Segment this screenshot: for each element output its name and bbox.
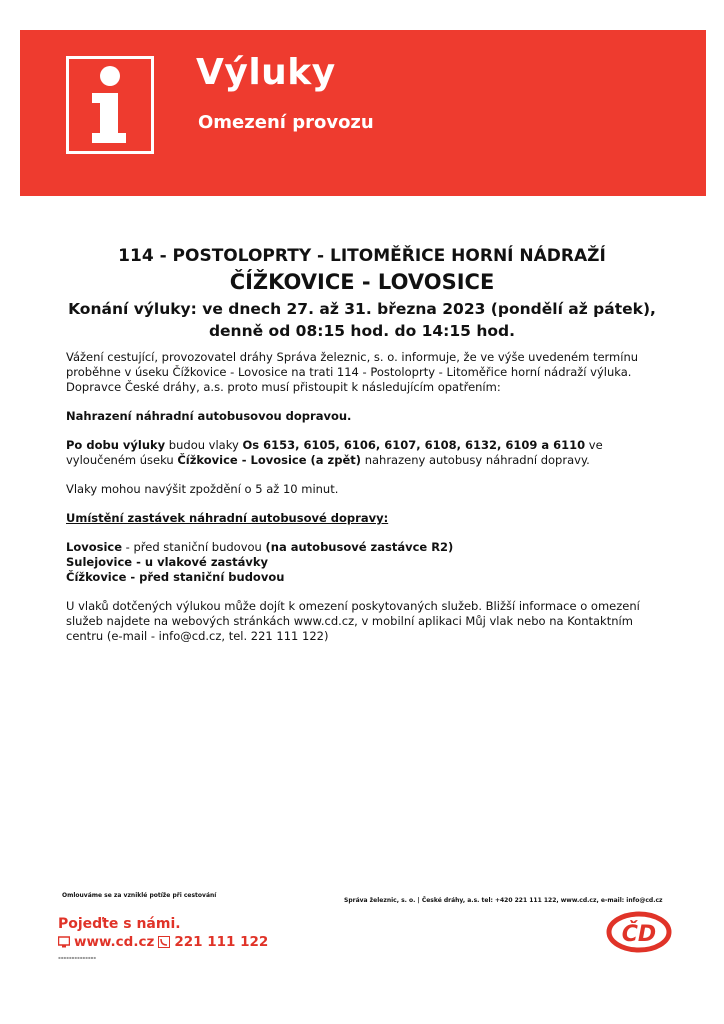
contact-line: [58, 934, 268, 950]
website-link[interactable]: www.cd.cz: [74, 934, 155, 950]
phone-number: 221 111 122: [174, 934, 269, 950]
info-icon: [66, 56, 154, 154]
closure-period: [0, 298, 724, 342]
stop-item: Sulejovice - u vlakové zastávky: [66, 555, 269, 569]
footer-contact: Správa železnic, s. o. | České dráhy, a.s. tel: +420 221 111 122, www.cd.cz, e-mail: info@cd.cz: [344, 897, 663, 904]
trains-paragraph: Po dobu výluky budou vlaky Os 6153, 6105, 6106, 6107, 6108, 6132, 6109 a 6110 ve vyloučeném úseku Čížkovice - Lovosice (a zpět) nahrazeny autobusy náhradní dopravy.: [66, 438, 603, 467]
closing-paragraph: U vlaků dotčených výlukou může dojít k omezení poskytovaných služeb. Bližší informace o omezení služeb najdete na webových stránkách www.cd.cz, v mobilní aplikaci Můj vlak nebo na Kontaktním centru (e-mail - info@cd.cz, tel. 221 111 122): [66, 599, 640, 643]
stops-list: [66, 540, 666, 585]
slogan: Pojeďte s námi.: [58, 916, 181, 932]
stop-item: Lovosice - před staniční budovou (na autobusové zastávce R2): [66, 540, 454, 554]
replacement-heading: Nahrazení náhradní autobusovou dopravou.: [66, 409, 352, 423]
page-title: Výluky: [196, 52, 336, 93]
route-title: 114 - POSTOLOPRTY - LITOMĚŘICE HORNÍ NÁDRAŽÍ: [118, 246, 606, 266]
header-banner: [20, 30, 706, 196]
period-line-2: denně od 08:15 hod. do 14:15 hod.: [208, 322, 516, 340]
notice-body: [66, 350, 666, 658]
intro-paragraph: Vážení cestující, provozovatel dráhy Správa železnic, s. o. informuje, že ve výše uvedeném termínu proběhne v úseku Čížkovice - Lovosice na trati 114 - Postoloprty - Litoměřice horní nádraží výluka. Dopravce České dráhy, a.s. proto musí přistoupit k následujícím opatřením:: [66, 350, 639, 394]
cd-logo: [606, 910, 672, 954]
print-code: ▪▪▪▪▪▪▪▪▪▪▪▪▪▪: [58, 955, 96, 960]
svg-text:ČD: ČD: [621, 922, 657, 947]
delay-paragraph: Vlaky mohou navýšit zpoždění o 5 až 10 minut.: [66, 482, 339, 496]
monitor-icon: [58, 936, 70, 948]
page-subtitle: Omezení provozu: [198, 112, 374, 133]
section-title: ČÍŽKOVICE - LOVOSICE: [229, 270, 495, 294]
stop-item: Čížkovice - před staniční budovou: [66, 570, 285, 584]
period-line-1: Konání výluky: ve dnech 27. až 31. března 2023 (pondělí až pátek),: [68, 300, 656, 318]
phone-icon: [158, 936, 170, 948]
stops-heading: Umístění zastávek náhradní autobusové dopravy:: [66, 511, 389, 525]
apology-note: Omlouváme se za vzniklé potíže při cestování: [62, 892, 217, 899]
